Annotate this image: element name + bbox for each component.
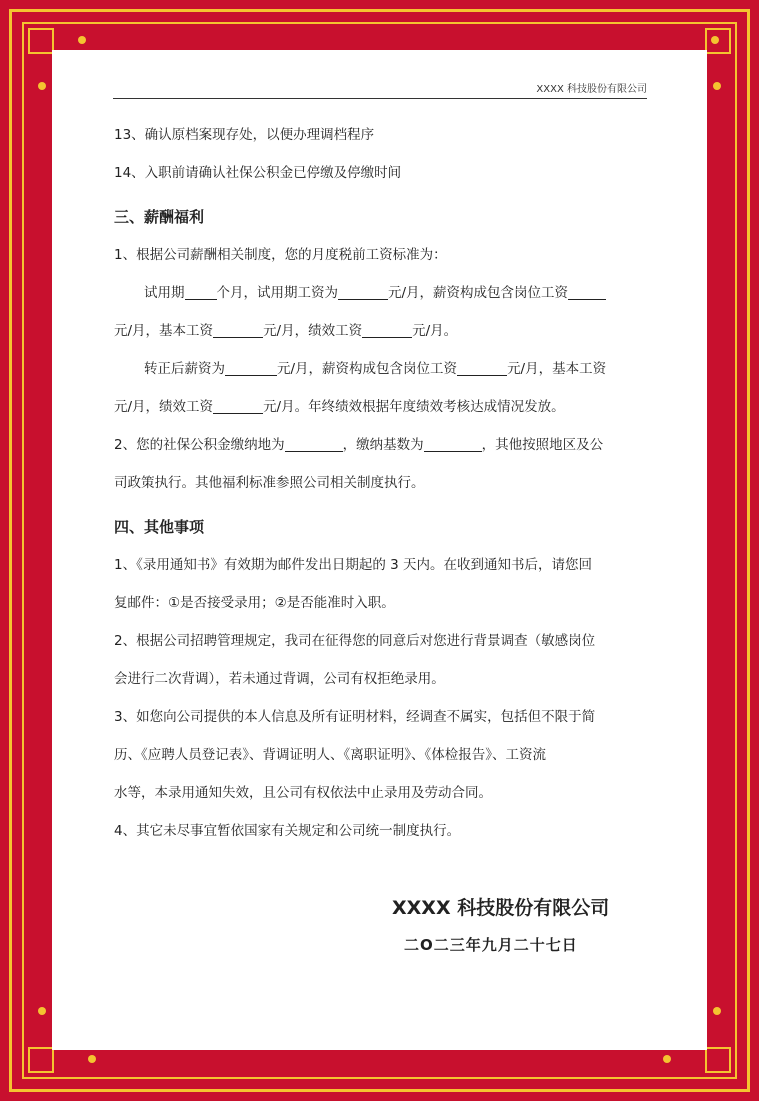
gold-dot bbox=[88, 1055, 96, 1063]
page-header bbox=[113, 80, 647, 99]
signature-company: XXXX 科技股份有限公司 bbox=[392, 897, 610, 919]
section-title-other: 四、其他事项 bbox=[114, 518, 205, 536]
social-insurance-line-1: 2、您的社保公积金缴纳地为 ，缴纳基数为 ，其他按照地区及公 bbox=[114, 437, 604, 453]
probation-base-wage-blank[interactable] bbox=[213, 321, 263, 338]
header-company-name: XXXX 科技股份有限公司 bbox=[536, 84, 647, 95]
insurance-location-blank[interactable] bbox=[285, 435, 343, 452]
other-item-3-line-3: 水等，本录用通知失效，且公司有权依法中止录用及劳动合同。 bbox=[114, 785, 492, 801]
gold-dot bbox=[663, 1055, 671, 1063]
probation-position-wage-blank[interactable] bbox=[568, 283, 606, 300]
probation-months-blank[interactable] bbox=[185, 283, 217, 300]
gold-dot bbox=[713, 82, 721, 90]
other-item-2-line-2: 会进行二次背调），若未通过背调，公司有权拒绝录用。 bbox=[114, 671, 445, 687]
letter-page bbox=[52, 50, 707, 1050]
other-item-3-line-1: 3、如您向公司提供的本人信息及所有证明材料，经调查不属实，包括但不限于简 bbox=[114, 709, 596, 725]
gold-dot bbox=[78, 36, 86, 44]
other-item-1-line-1: 1、《录用通知书》有效期为邮件发出日期起的 3 天内。在收到通知书后，请您回 bbox=[114, 557, 593, 573]
regular-salary-blank[interactable] bbox=[225, 359, 277, 376]
gold-dot bbox=[713, 1007, 721, 1015]
corner-ornament-bottom-left bbox=[28, 1047, 54, 1073]
gold-dot bbox=[38, 1007, 46, 1015]
other-item-4: 4、其它未尽事宜暂依国家有关规定和公司统一制度执行。 bbox=[114, 823, 461, 839]
probation-salary-line-2: 元/月，基本工资 元/月，绩效工资 元/月。 bbox=[114, 323, 458, 339]
regular-salary-line-2: 元/月，绩效工资 元/月。年终绩效根据年度绩效考核达成情况发放。 bbox=[114, 399, 565, 415]
item-13: 13、确认原档案现存处，以便办理调档程序 bbox=[114, 127, 375, 143]
other-item-2-line-1: 2、根据公司招聘管理规定，我司在征得您的同意后对您进行背景调查（敏感岗位 bbox=[114, 633, 596, 649]
item-14: 14、入职前请确认社保公积金已停缴及停缴时间 bbox=[114, 165, 402, 181]
section-title-compensation: 三、薪酬福利 bbox=[114, 208, 205, 226]
regular-position-wage-blank[interactable] bbox=[457, 359, 507, 376]
regular-performance-wage-blank[interactable] bbox=[213, 397, 263, 414]
other-item-3-line-2: 历、《应聘人员登记表》、背调证明人、《离职证明》、《体检报告》、工资流 bbox=[114, 747, 546, 763]
probation-salary-line-1: 试用期 个月，试用期工资为 元/月，薪资构成包含岗位工资 bbox=[114, 274, 649, 312]
social-insurance-line-2: 司政策执行。其他福利标准参照公司相关制度执行。 bbox=[114, 475, 425, 491]
letter-body bbox=[114, 116, 649, 850]
corner-ornament-top-left bbox=[28, 28, 54, 54]
signature-date: 二O二三年九月二十七日 bbox=[404, 936, 578, 954]
gold-dot bbox=[711, 36, 719, 44]
insurance-base-blank[interactable] bbox=[424, 435, 482, 452]
gold-dot bbox=[38, 82, 46, 90]
other-item-1-line-2: 复邮件：①是否接受录用；②是否能准时入职。 bbox=[114, 595, 395, 611]
regular-salary-line-1: 转正后薪资为 元/月，薪资构成包含岗位工资 元/月，基本工资 bbox=[144, 361, 607, 377]
corner-ornament-bottom-right bbox=[705, 1047, 731, 1073]
compensation-intro: 1、根据公司薪酬相关制度，您的月度税前工资标准为： bbox=[114, 247, 447, 263]
probation-salary-blank[interactable] bbox=[338, 283, 388, 300]
probation-performance-wage-blank[interactable] bbox=[362, 321, 412, 338]
